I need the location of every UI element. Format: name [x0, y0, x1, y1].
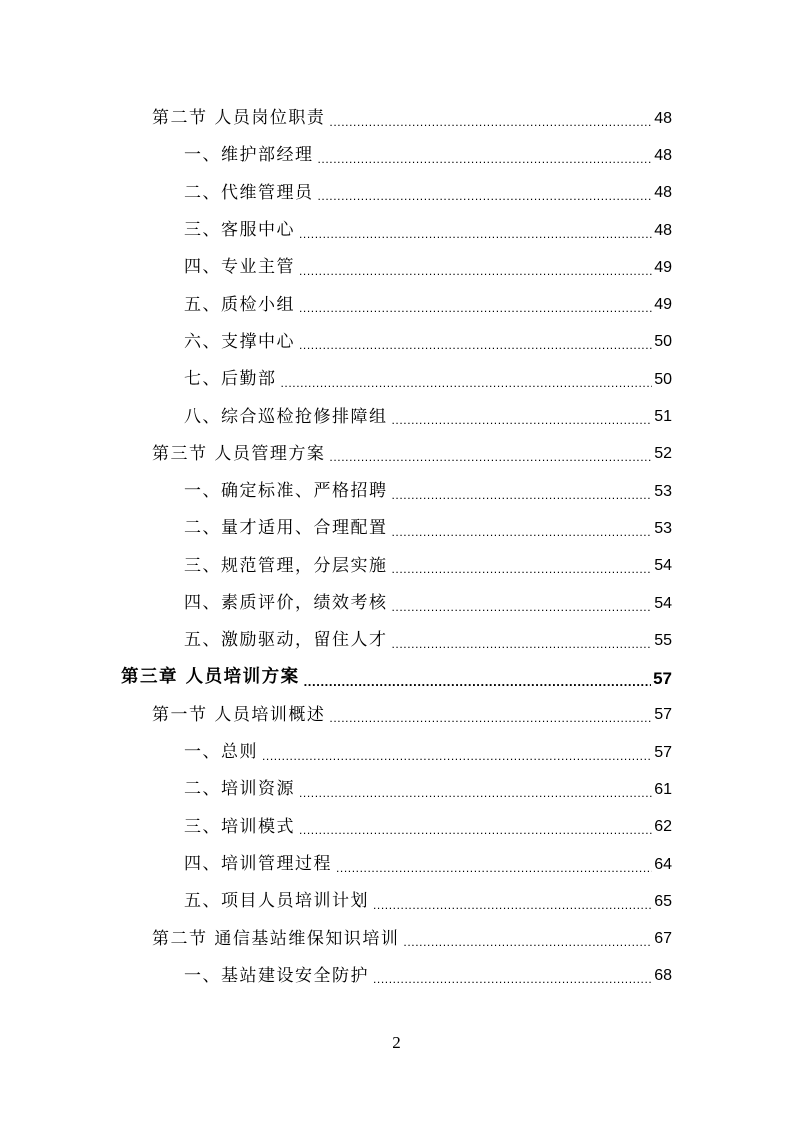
toc-entry-page: 57 — [654, 743, 672, 761]
toc-entry[interactable] — [0, 622, 793, 659]
toc-entry-label: 四、专业主管 — [184, 257, 295, 278]
toc-entry-page: 57 — [653, 668, 672, 688]
toc-entry-page: 64 — [654, 855, 672, 873]
toc-entry-label: 四、素质评价，绩效考核 — [184, 593, 388, 613]
toc-leader-dots — [299, 787, 652, 799]
toc-entry-page: 65 — [654, 892, 672, 910]
toc-entry-page: 49 — [654, 258, 672, 276]
toc-leader-dots — [329, 116, 652, 128]
toc-entry-label: 第二节 人员岗位职责 — [152, 108, 326, 129]
toc-entry-page: 54 — [654, 557, 672, 575]
toc-entry-label: 二、量才适用、合理配置 — [184, 518, 388, 539]
toc-leader-dots — [299, 824, 652, 836]
toc-entry-label: 五、项目人员培训计划 — [184, 891, 369, 912]
toc-leader-dots — [392, 563, 653, 575]
toc-entry-page: 54 — [654, 594, 672, 612]
toc-entry-label: 二、代维管理员 — [184, 182, 314, 203]
toc-leader-dots — [403, 936, 652, 948]
toc-leader-dots — [392, 526, 653, 538]
toc-entry-label: 二、培训资源 — [184, 779, 295, 800]
toc-entry[interactable] — [0, 883, 793, 920]
toc-entry[interactable] — [0, 436, 793, 473]
toc-entry[interactable] — [0, 473, 793, 510]
toc-entry[interactable] — [0, 771, 793, 808]
toc-leader-dots — [392, 414, 653, 426]
toc-entry-label: 五、激励驱动，留住人才 — [184, 630, 388, 651]
toc-entry-page: 57 — [654, 706, 672, 724]
toc-leader-dots — [299, 265, 652, 277]
toc-entry[interactable] — [0, 548, 793, 585]
toc-entry-page: 53 — [654, 519, 672, 537]
toc-entry-page: 52 — [654, 445, 672, 463]
toc-entry[interactable] — [0, 585, 793, 622]
toc-entry-label: 第二节 通信基站维保知识培训 — [152, 928, 400, 949]
toc-leader-dots — [262, 750, 652, 762]
toc-entry[interactable] — [0, 846, 793, 883]
toc-entry[interactable] — [0, 324, 793, 361]
toc-entry-label: 五、质检小组 — [184, 294, 295, 315]
toc-entry-label: 一、基站建设安全防护 — [184, 965, 369, 986]
toc-entry-label: 三、客服中心 — [184, 220, 295, 241]
toc-entry-page: 49 — [654, 296, 672, 314]
toc-entry[interactable] — [0, 212, 793, 249]
toc-entry-label: 第三节 人员管理方案 — [152, 443, 326, 464]
toc-chapter-entry[interactable] — [0, 659, 793, 696]
toc-entry-page: 48 — [654, 109, 672, 127]
toc-entry-page: 67 — [654, 930, 672, 948]
toc-leader-dots — [392, 489, 653, 501]
toc-entry-label: 第三章 人员培训方案 — [121, 667, 300, 688]
toc-leader-dots — [318, 190, 653, 202]
toc-entry-page: 55 — [654, 631, 672, 649]
toc-entry[interactable] — [0, 734, 793, 771]
toc-entry[interactable] — [0, 958, 793, 995]
toc-entry-label: 一、维护部经理 — [184, 145, 314, 166]
toc-entry-label: 三、规范管理，分层实施 — [184, 555, 388, 576]
toc-entry[interactable] — [0, 286, 793, 323]
toc-entry[interactable] — [0, 697, 793, 734]
toc-entry[interactable] — [0, 361, 793, 398]
toc-leader-dots — [281, 377, 653, 389]
toc-entry-page: 50 — [654, 333, 672, 351]
toc-entry-page: 61 — [654, 780, 672, 798]
toc-entry[interactable] — [0, 398, 793, 435]
toc-entry-page: 53 — [654, 482, 672, 500]
toc-entry-page: 48 — [654, 184, 672, 202]
toc-entry-label: 第一节 人员培训概述 — [152, 704, 326, 725]
toc-entry-page: 48 — [654, 221, 672, 239]
toc-leader-dots — [373, 899, 652, 911]
toc-entry[interactable] — [0, 175, 793, 212]
toc-entry[interactable] — [0, 100, 793, 137]
toc-leader-dots — [336, 862, 652, 874]
toc-leader-dots — [329, 451, 652, 463]
toc-entry[interactable] — [0, 249, 793, 286]
toc-leader-dots — [392, 601, 653, 613]
toc-entry-label: 七、后勤部 — [184, 369, 277, 390]
toc-leader-dots — [299, 228, 652, 240]
toc-entry-page: 68 — [654, 967, 672, 985]
toc-leader-dots — [373, 973, 652, 985]
toc-leader-dots — [299, 302, 652, 314]
toc-entry-label: 一、确定标准、严格招聘 — [184, 481, 388, 502]
toc-leader-dots — [318, 153, 653, 165]
toc-leader-dots — [299, 339, 652, 351]
toc-leader-dots — [304, 675, 651, 688]
toc-entry-page: 48 — [654, 146, 672, 164]
toc-entry-page: 50 — [654, 370, 672, 388]
toc-entry-label: 三、培训模式 — [184, 816, 295, 837]
toc-entry[interactable] — [0, 809, 793, 846]
toc-entry-label: 一、总则 — [184, 742, 258, 763]
toc-entry[interactable] — [0, 510, 793, 547]
toc-leader-dots — [329, 712, 652, 724]
toc-entry-label: 四、培训管理过程 — [184, 854, 332, 875]
page-number: 2 — [392, 1033, 401, 1052]
toc-entry[interactable] — [0, 137, 793, 174]
toc-entry-page: 62 — [654, 818, 672, 836]
toc-entry-label: 八、综合巡检抢修排障组 — [184, 406, 388, 427]
toc-entry[interactable] — [0, 921, 793, 958]
table-of-contents — [0, 100, 793, 995]
toc-entry-page: 51 — [654, 408, 672, 426]
toc-leader-dots — [392, 638, 653, 650]
toc-entry-label: 六、支撑中心 — [184, 331, 295, 352]
